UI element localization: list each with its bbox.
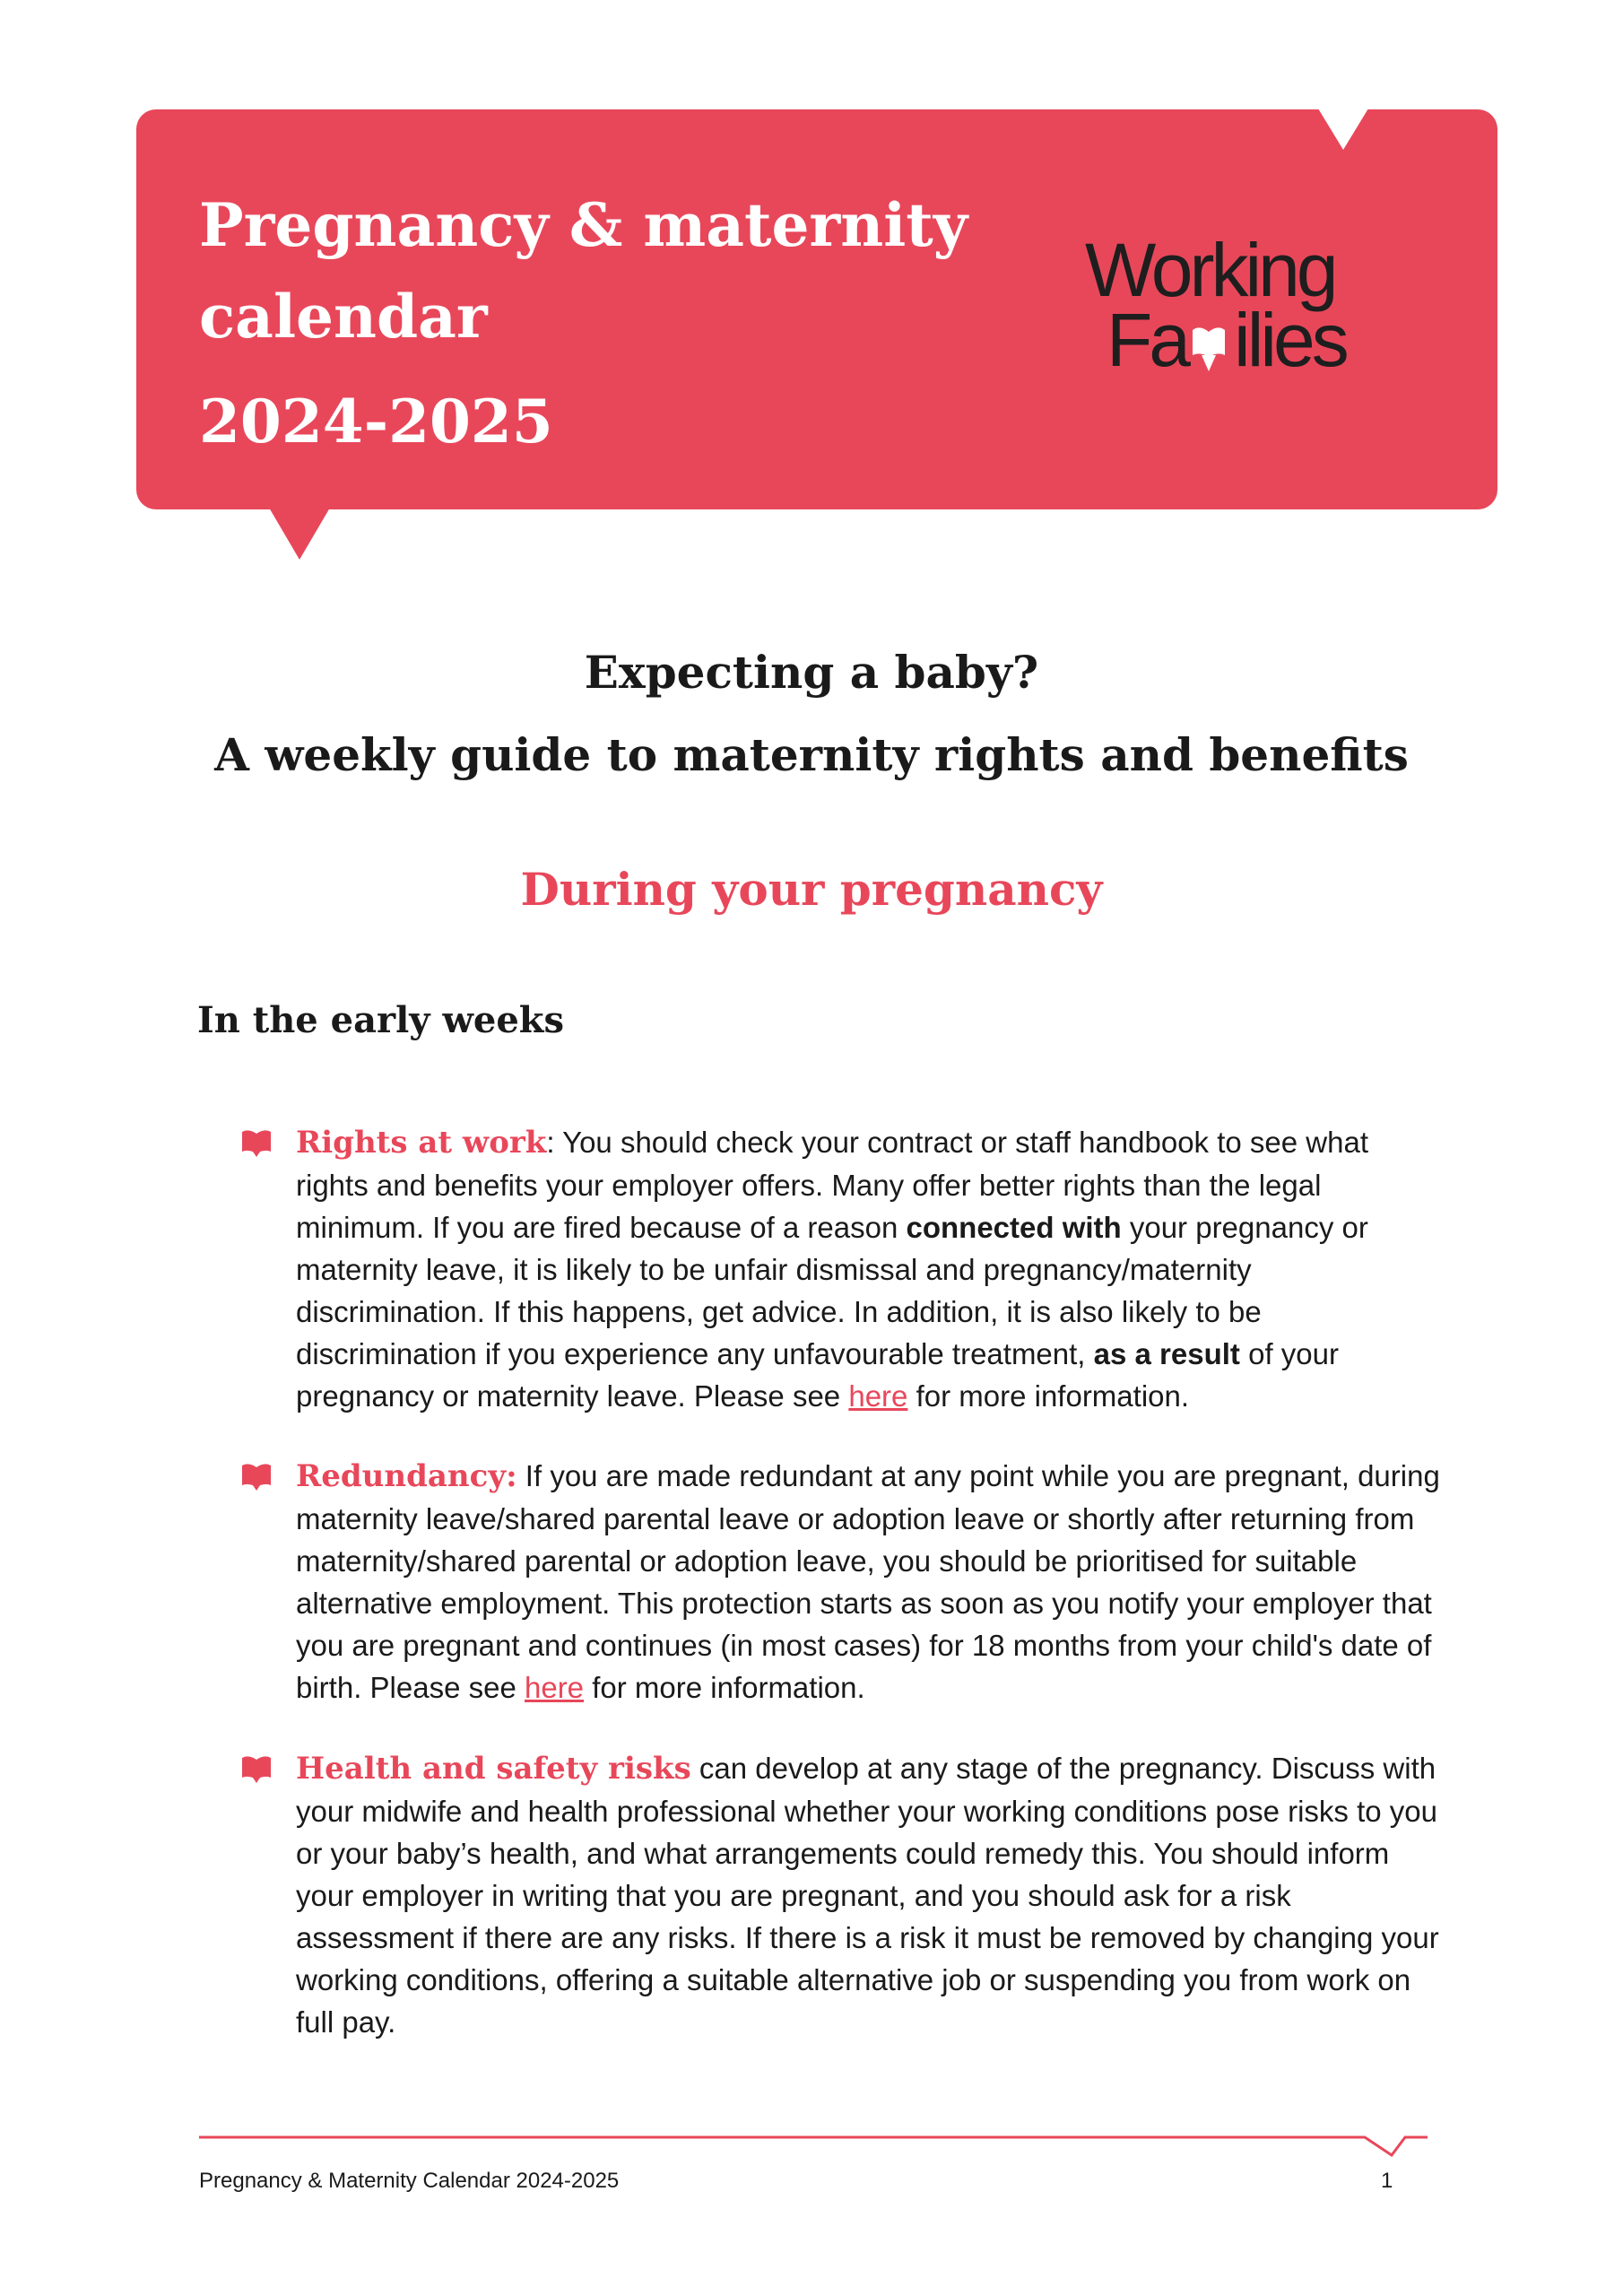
- bullet-lead: Health and safety risks: [296, 1751, 691, 1787]
- bullet-lead: Redundancy:: [296, 1458, 517, 1494]
- logo-word-2-end: ilies: [1234, 298, 1346, 382]
- title-line-1: Pregnancy & maternity: [199, 190, 968, 260]
- bullet-text: your pregnancy or maternity leave, it is likely to be unfair dismissal and pregnancy/maternity discrimination. If this happens, get advice. In addition, it is also likely to be discrimination if you experience any unfavourable treatment,: [296, 1211, 1368, 1370]
- more-info-link[interactable]: here: [524, 1671, 585, 1704]
- banner-notch: [1318, 109, 1368, 150]
- footer-title: Pregnancy & Maternity Calendar 2024-2025: [199, 2169, 620, 2193]
- footer-divider: [199, 2130, 1428, 2162]
- section-title: During your pregnancy: [520, 863, 1103, 916]
- logo-word-2-start: Fa: [1107, 298, 1188, 382]
- list-item-rights-at-work: [296, 1121, 1444, 1417]
- bullet-text: If you are made redundant at any point while you are pregnant, during maternity leave/shared parental leave or adoption leave or shortly after returning from maternity/shared parental or adoption leave, you should be prioritised for suitable alternative employment. This protection starts as soon as you notify your employer that you are pregnant and continues (in most cases) for 18 months from your child's date of birth. Please see: [296, 1459, 1440, 1704]
- page-number: 1: [1381, 2169, 1393, 2193]
- logo-word-1: Working: [1085, 228, 1335, 312]
- bullet-lead: Rights at work: [296, 1125, 547, 1161]
- bullet-text: can develop at any stage of the pregnancy. Discuss with your midwife and health professional whether your working conditions pose risks to you or your baby’s health, and what arrangements could remedy this. You should inform your employer in writing that you are pregnant, and you should ask for a risk assessment if there are any risks. If there is a risk it must be removed by changing your working conditions, offering a suitable alternative job or suspending you from work on full pay.: [296, 1752, 1439, 2039]
- book-heart-icon: [1191, 325, 1227, 375]
- bullet-bold: connected with: [906, 1211, 1122, 1244]
- more-info-link[interactable]: here: [848, 1379, 908, 1413]
- bullet-text: for more information.: [584, 1671, 865, 1704]
- document-title: [199, 179, 968, 362]
- title-line-2: calendar: [199, 282, 488, 352]
- bullet-text: : You should check your contract or staff handbook to see what rights and benefits your employer offers. Many offer better rights than the legal minimum. If you are fired because of a reason: [296, 1126, 1368, 1244]
- bullet-bold: as a result: [1093, 1337, 1240, 1370]
- subsection-title: In the early weeks: [197, 999, 565, 1041]
- banner-speech-tail: [269, 508, 330, 560]
- book-bullet-icon: [240, 1128, 273, 1157]
- book-bullet-icon: [240, 1754, 273, 1783]
- bullet-text: for more information.: [907, 1379, 1190, 1413]
- intro-heading-1: Expecting a baby?: [584, 646, 1039, 699]
- bullet-text: of your pregnancy or maternity leave. Please see: [296, 1337, 1339, 1413]
- list-item-health-and-safety: [296, 1747, 1444, 2043]
- intro-heading-2: A weekly guide to maternity rights and benefits: [214, 728, 1409, 781]
- working-families-logo: [1085, 228, 1399, 382]
- book-bullet-icon: [240, 1462, 273, 1491]
- list-item-redundancy: [296, 1455, 1444, 1709]
- logo-word-2: [1085, 298, 1399, 382]
- document-year: 2024-2025: [199, 387, 553, 457]
